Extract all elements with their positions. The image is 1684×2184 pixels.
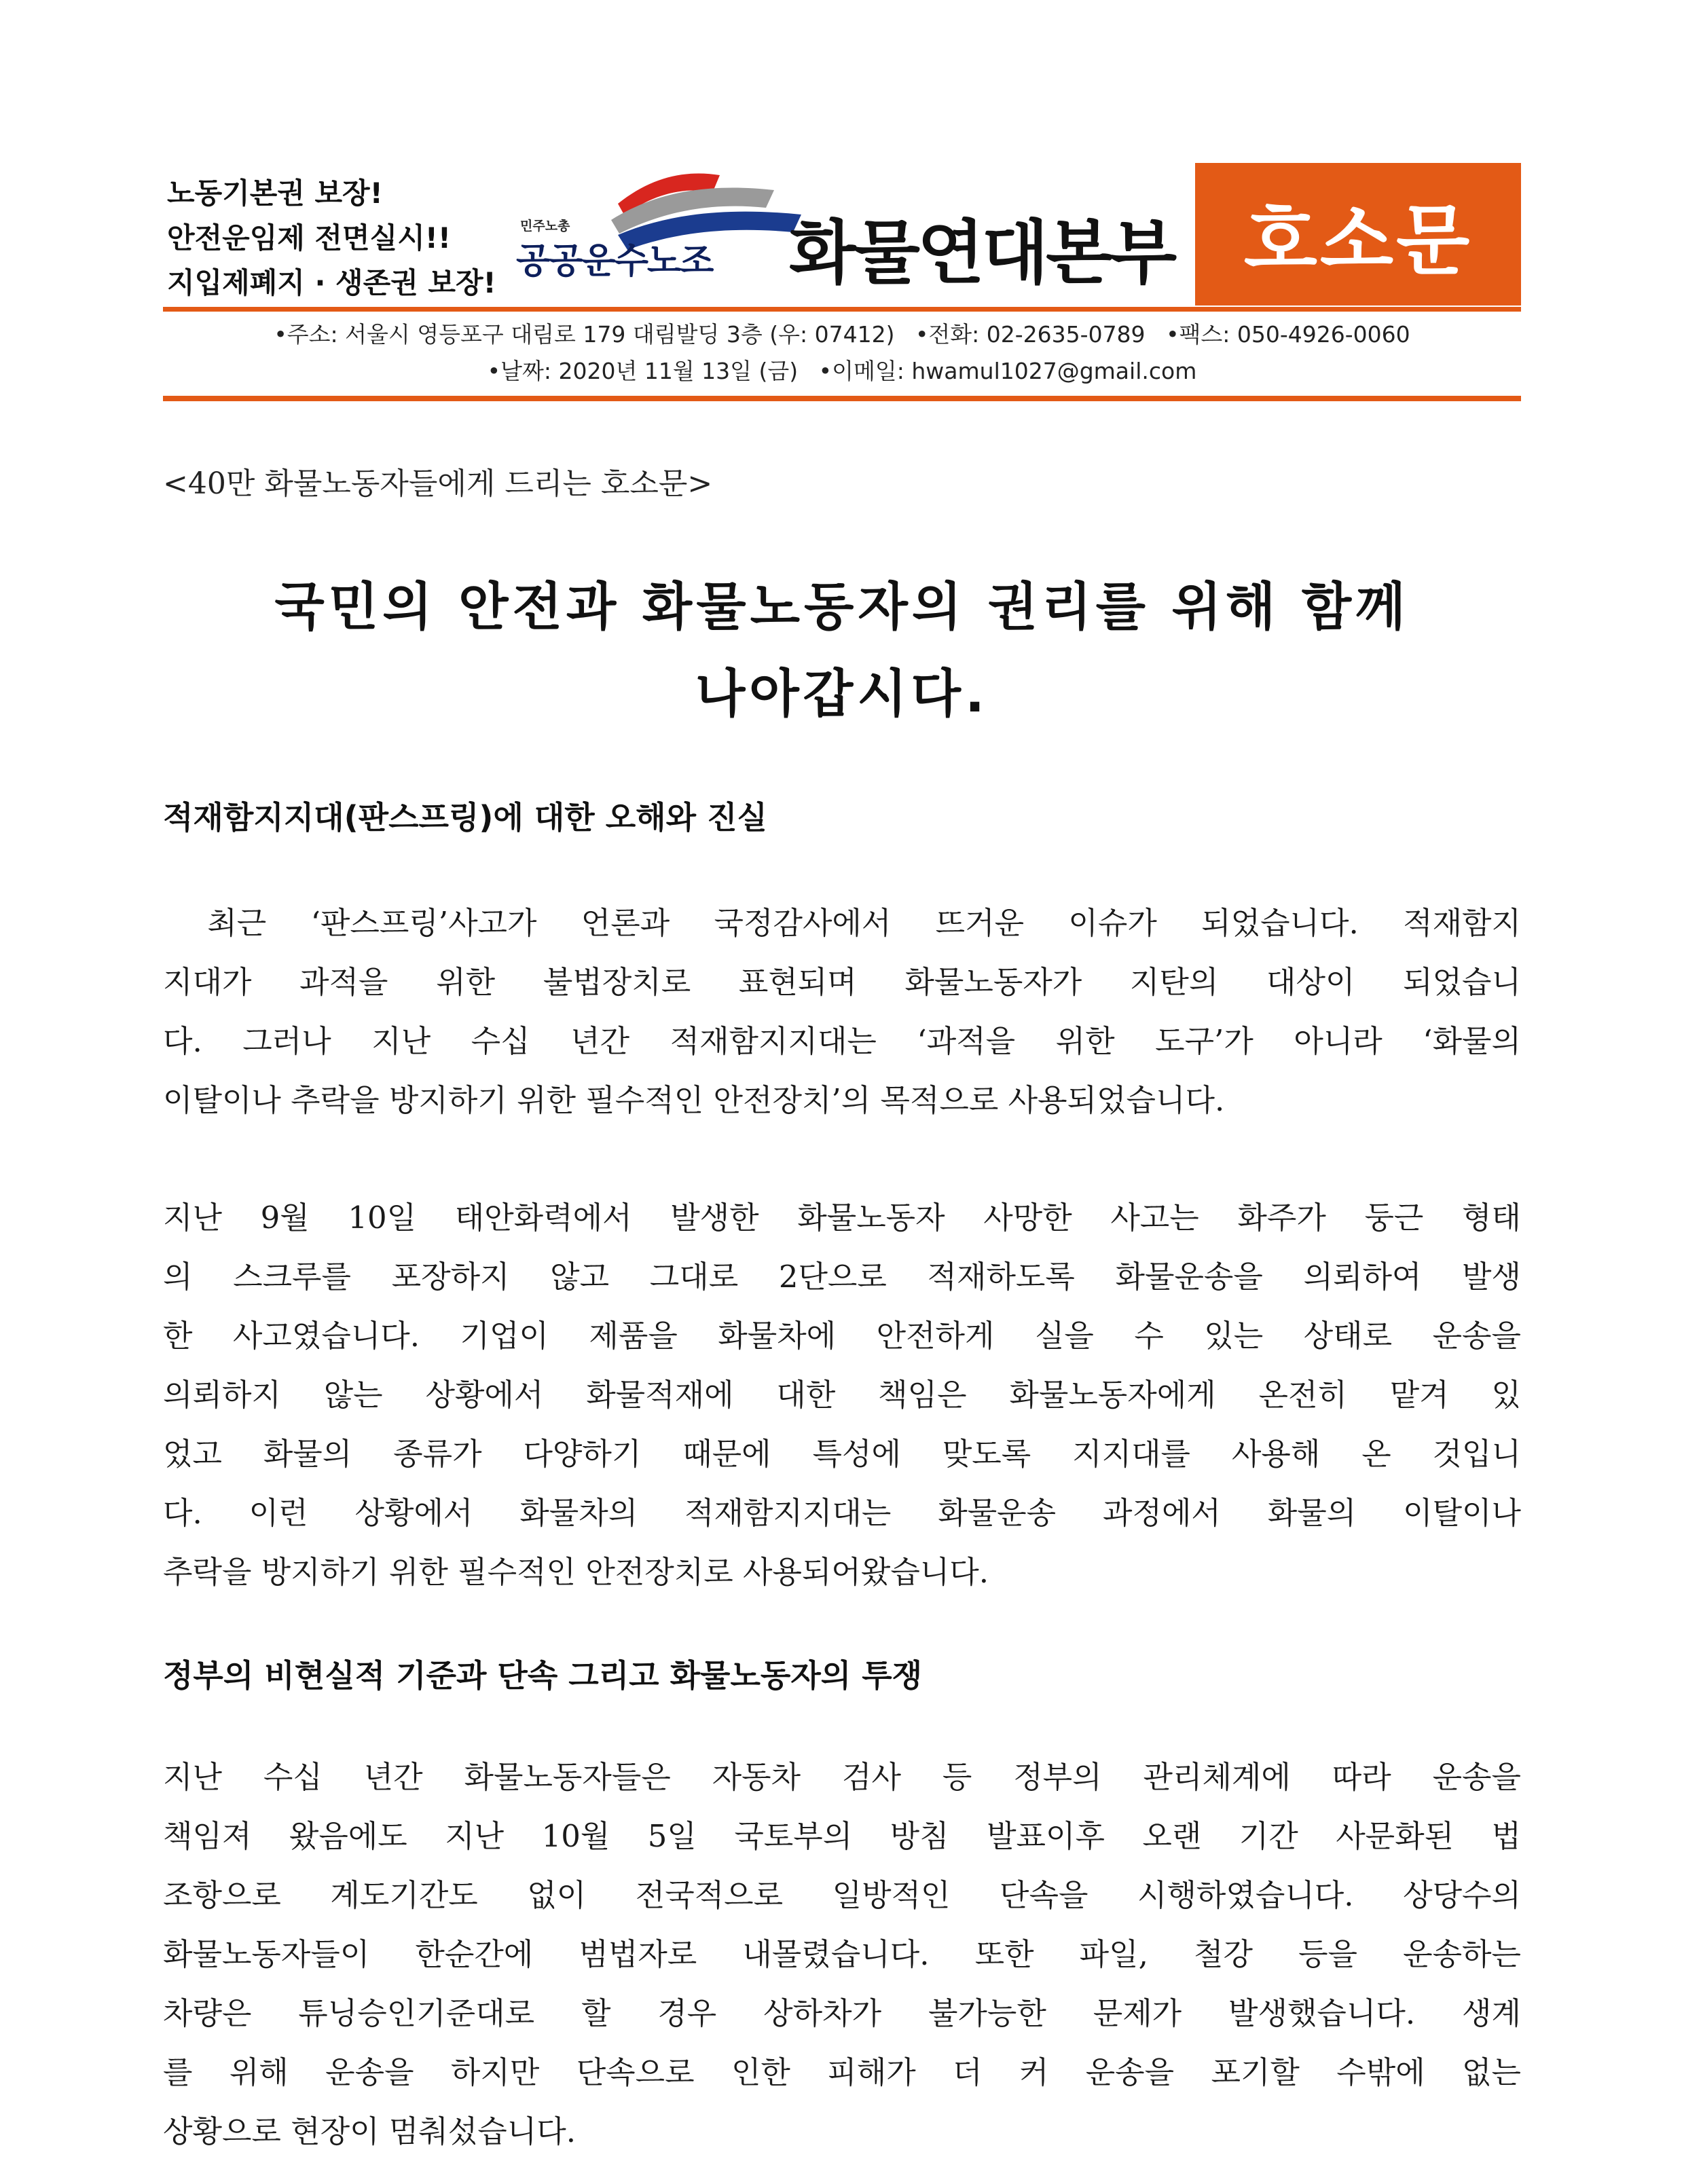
contact-phone: •전화: 02-2635-0789 [915, 321, 1146, 348]
paragraph-line: 지난 9월 10일 태안화력에서 발생한 화물노동자 사망한 사고는 화주가 둥근 형태 [163, 1200, 1521, 1236]
header-divider-top [163, 307, 1521, 312]
document-type-badge [1195, 163, 1521, 306]
paragraph-line: 의 스크루를 포장하지 않고 그대로 2단으로 적재하도록 화물운송을 의뢰하여 발생 [163, 1259, 1521, 1295]
paragraph-line: 책임져 왔음에도 지난 10월 5일 국토부의 방침 발표이후 오랜 기간 사문화된 법 [163, 1818, 1521, 1854]
title-line-1: 국민의 안전과 화물노동자의 권리를 위해 함께 [274, 576, 1410, 637]
organization-name: 화물연대본부 [789, 213, 1175, 294]
paragraph-2 [163, 1188, 1521, 1602]
paragraph-line: 조항으로 계도기간도 없이 전국적으로 일방적인 단속을 시행하였습니다. 상당수의 [163, 1877, 1521, 1913]
slogan-3: 지입제폐지 · 생존권 보장! [167, 266, 496, 299]
contact-line-1 [163, 316, 1521, 353]
paragraph-line: 다. 이런 상황에서 화물차의 적재함지지대는 화물운송 과정에서 화물의 이탈이나 [163, 1495, 1521, 1531]
union-logo [516, 163, 801, 306]
slogan-1: 노동기본권 보장! [167, 177, 383, 210]
paragraph-line: 추락을 방지하기 위한 필수적인 안전장치로 사용되어왔습니다. [163, 1554, 989, 1590]
paragraph-line: 의뢰하지 않는 상황에서 화물적재에 대한 책임은 화물노동자에게 온전히 맡겨 있 [163, 1377, 1521, 1413]
paragraph-1 [163, 893, 1521, 1130]
contact-date: •날짜: 2020년 11월 13일 (금) [487, 358, 799, 384]
contact-fax: •팩스: 050-4926-0060 [1166, 321, 1410, 348]
letterhead [163, 163, 1521, 306]
logo-small-text: 민주노총 [520, 219, 570, 234]
paragraph-line: 최근 ‘판스프링’사고가 언론과 국정감사에서 뜨거운 이슈가 되었습니다. 적재함지 [163, 905, 1521, 941]
contact-line-2 [163, 353, 1521, 390]
title-line-2: 나아갑시다. [695, 663, 989, 724]
document-type-label: 호소문 [1243, 196, 1473, 285]
header-divider-bottom [163, 396, 1521, 401]
slogan-2: 안전운임제 전면실시!! [167, 221, 452, 255]
paragraph-line: 이탈이나 추락을 방지하기 위한 필수적인 안전장치’의 목적으로 사용되었습니다. [163, 1082, 1225, 1118]
paragraph-line: 었고 화물의 종류가 다양하기 때문에 특성에 맞도록 지지대를 사용해 온 것입니 [163, 1436, 1521, 1472]
contact-email: •이메일: hwamul1027@gmail.com [818, 358, 1197, 384]
section-heading-2: 정부의 비현실적 기준과 단속 그리고 화물노동자의 투쟁 [163, 1657, 923, 1694]
paragraph-line: 차량은 튜닝승인기준대로 할 경우 상하차가 불가능한 문제가 발생했습니다. 생계 [163, 1995, 1521, 2031]
contact-address: •주소: 서울시 영등포구 대림로 179 대림발딩 3층 (우: 07412) [274, 321, 895, 348]
paragraph-line: 지대가 과적을 위한 불법장치로 표현되며 화물노동자가 지탄의 대상이 되었습니 [163, 964, 1521, 1000]
slogan-list [167, 171, 496, 306]
contact-info [163, 316, 1521, 390]
paragraph-line: 를 위해 운송을 하지만 단속으로 인한 피해가 더 커 운송을 포기할 수밖에 없는 [163, 2054, 1521, 2090]
paragraph-3 [163, 1747, 1521, 2161]
paragraph-line: 다. 그러나 지난 수십 년간 적재함지지대는 ‘과적을 위한 도구’가 아니라 ‘화물의 [163, 1023, 1521, 1059]
section-heading-1: 적재함지지대(판스프링)에 대한 오해와 진실 [163, 799, 767, 836]
paragraph-line: 상황으로 현장이 멈춰섰습니다. [163, 2113, 576, 2149]
paragraph-line: 지난 수십 년간 화물노동자들은 자동차 검사 등 정부의 관리체계에 따라 운송을 [163, 1759, 1521, 1795]
document-subtitle: <40만 화물노동자들에게 드리는 호소문> [163, 466, 713, 501]
paragraph-line: 화물노동자들이 한순간에 범법자로 내몰렸습니다. 또한 파일, 철강 등을 운송하는 [163, 1936, 1521, 1972]
document-title [163, 563, 1521, 737]
paragraph-line: 한 사고였습니다. 기업이 제품을 화물차에 안전하게 실을 수 있는 상태로 운송을 [163, 1318, 1521, 1354]
logo-main-text: 공공운수노조 [516, 241, 713, 282]
